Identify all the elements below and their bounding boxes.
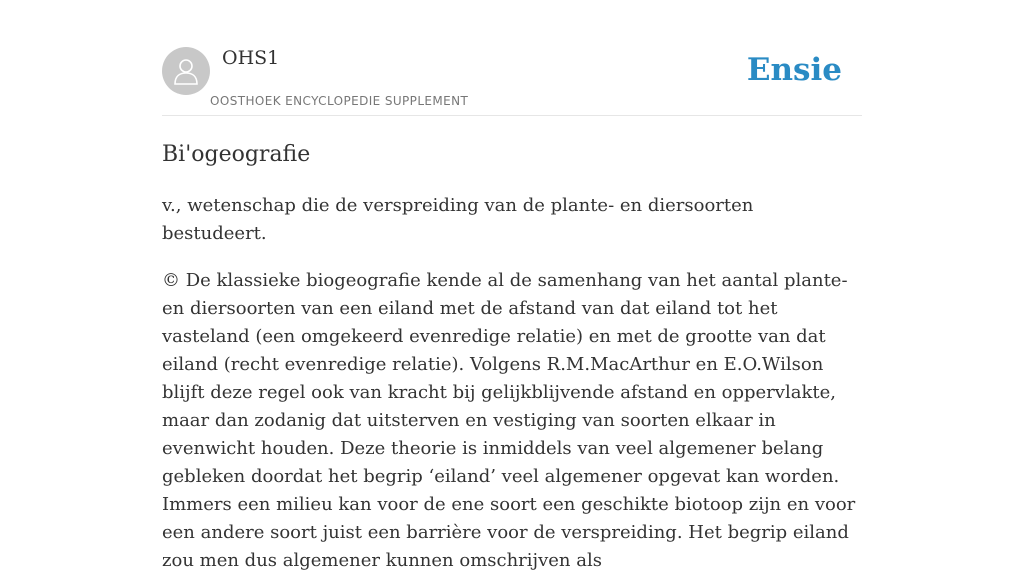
content-container: [162, 0, 862, 575]
term-title: Bi'ogeografie: [162, 142, 311, 167]
definition-text: v., wetenschap die de verspreiding van de plante- en diersoorten bestudeert.: [162, 195, 754, 244]
source-abbreviation[interactable]: OHS1: [222, 47, 280, 69]
user-silhouette-icon: [171, 56, 201, 86]
source-header: [162, 0, 862, 116]
source-avatar[interactable]: [162, 47, 210, 95]
article-body: © De klassieke biogeografie kende al de samenhang van het aantal plante- en diersoorten van een eiland met de afstand van dat eiland tot het vasteland (een omgekeerd evenredige relatie) en met de grootte van dat eiland (recht evenredige relatie). Volgens R.M.MacArthur en E.O.Wilson blijft deze regel ook van kracht bij gelijkblijvende afstand en oppervlakte, maar dan zodanig dat uitsterven en vestiging van soorten elkaar in evenwicht houden. Deze theorie is inmiddels van veel algemener belang gebleken doordat het begrip ‘eiland’ veel algemener opgevat kan worden. Immers een milieu kan voor de ene soort een geschikte biotoop zijn en voor een andere soort juist een barrière voor de verspreiding. Het begrip eiland zou men dus algemener kunnen omschrijven als: [162, 270, 856, 571]
source-name[interactable]: OOSTHOEK ENCYCLOPEDIE SUPPLEMENT: [210, 94, 469, 108]
ensie-logo-link[interactable]: Ensie: [746, 52, 842, 88]
